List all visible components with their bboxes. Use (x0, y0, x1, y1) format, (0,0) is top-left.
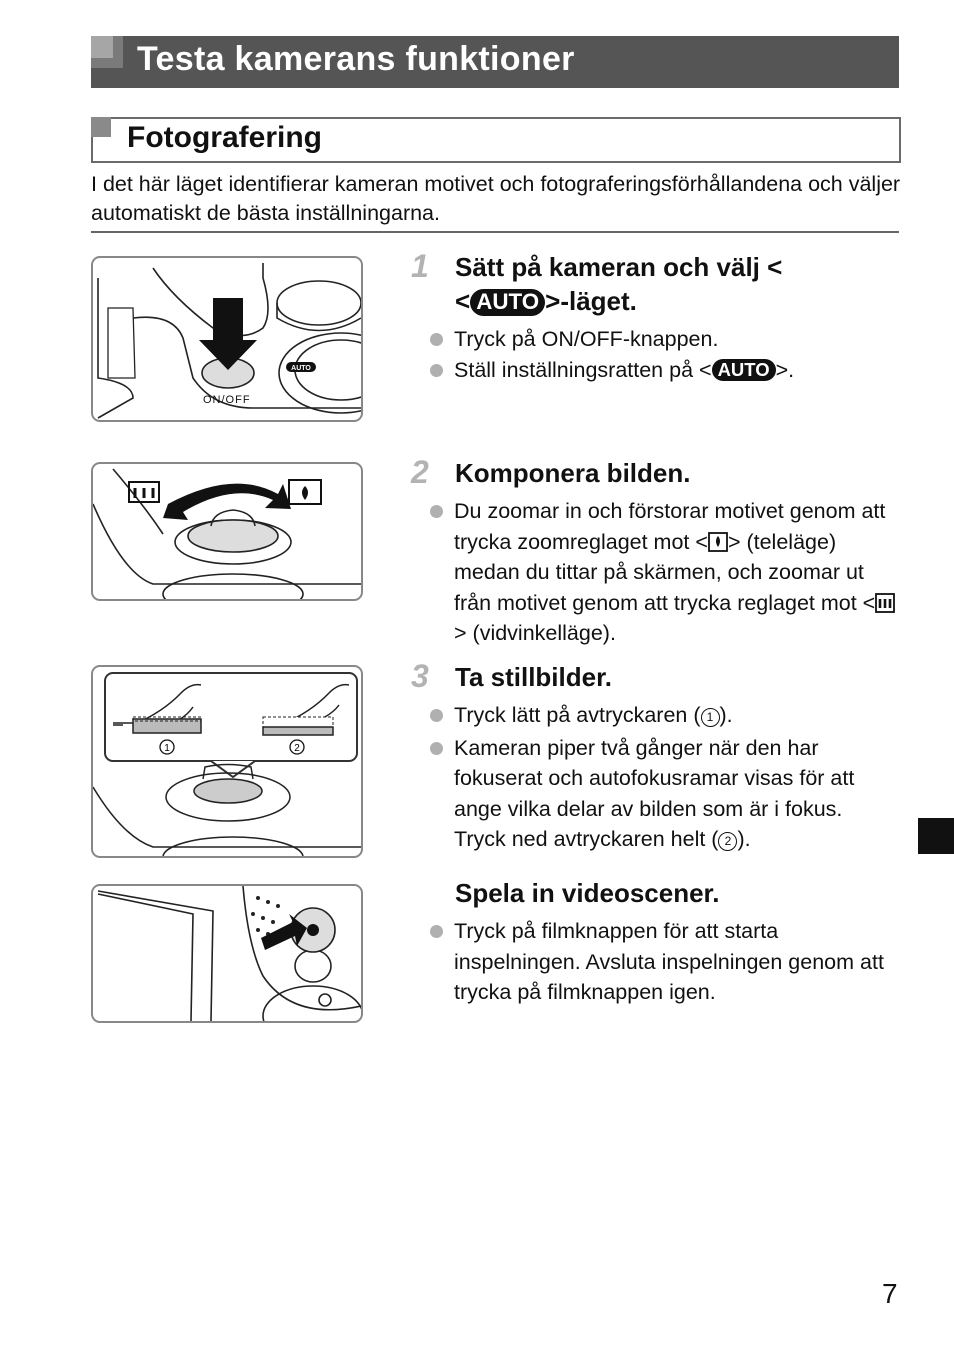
circled-one: 1 (701, 708, 720, 727)
section-title: Fotografering (127, 121, 322, 154)
step-3-bullet-1-post: ). (719, 703, 733, 727)
auto-badge: AUTO (712, 359, 776, 381)
marker-one: 1 (164, 743, 170, 754)
divider (91, 231, 899, 233)
auto-badge: AUTO (470, 289, 545, 316)
step-3-bullet-1-pre: Tryck lätt på avtryckaren ( (454, 703, 701, 727)
movie-button-illustration (91, 884, 363, 1023)
movie-step-bullet: Tryck på filmknappen för att starta inspelningen. Avsluta inspelningen genom att trycka på filmknappen igen. (428, 916, 898, 1008)
step-1-bullets (428, 324, 898, 385)
step-1-bullet-2-post: >. (775, 357, 795, 382)
thumb-index-tab (918, 818, 954, 854)
step-1-title-pre: Sätt på kameran och välj < (455, 252, 783, 282)
movie-step-bullets (428, 916, 898, 1008)
step-3-bullet-2-post: ). (737, 827, 751, 851)
step-3-bullet-1 (428, 700, 898, 731)
marker-two: 2 (294, 743, 300, 754)
step-2-bullet-post: > (vidvinkelläge). (454, 621, 616, 645)
movie-step-title: Spela in videoscener. (455, 878, 720, 908)
step-3-title: Ta stillbilder. (455, 662, 613, 692)
step-3-bullets (428, 700, 898, 855)
power-button-illustration (91, 256, 363, 422)
step-1-bullet-1: Tryck på ON/OFF-knappen. (428, 324, 898, 355)
step-2-title: Komponera bilden. (455, 458, 691, 488)
step-1-bullet-2 (428, 355, 898, 386)
step-1-bullet-2-pre: Ställ inställningsratten på < (454, 357, 712, 382)
page-title: Testa kamerans funktioner (137, 40, 575, 78)
section-square (91, 117, 111, 137)
step-2-bullets (428, 496, 898, 649)
wide-angle-icon (875, 593, 895, 613)
step-2-bullet-mid: > (teleläge) medan du tittar på skärmen, och zoomar ut från motivet genom att trycka reglaget mot < (454, 529, 876, 615)
zoom-lever-illustration (91, 462, 363, 601)
circled-two: 2 (718, 832, 737, 851)
step-2-bullet-1 (428, 496, 898, 649)
title-square-light (91, 36, 113, 58)
step-number-1: 1 (411, 248, 429, 284)
page-number: 7 (882, 1278, 898, 1309)
step-1-title: Sätt på kameran och välj < < AUTO >-läget. (455, 252, 783, 316)
intro-text: I det här läget identifierar kameran motivet och fotograferingsförhållandena och väljer automatiskt de bästa inställningarna. (91, 172, 901, 225)
step-number-2: 2 (411, 454, 429, 490)
step-3-bullet-2 (428, 733, 898, 855)
shutter-button-illustration (91, 665, 363, 858)
onoff-label: ON/OFF (203, 394, 251, 406)
telephoto-icon (708, 532, 728, 552)
step-1-title-post: >-läget. (545, 286, 637, 316)
step-2-bullet-pre: Du zoomar in och förstorar motivet genom att trycka zoomreglaget mot < (454, 499, 886, 554)
auto-mode-label: AUTO (291, 365, 311, 372)
step-number-3: 3 (411, 658, 429, 694)
step-3-bullet-2-pre: Kameran piper två gånger när den har fokuserat och autofokusramar visas för att ange vilka delar av bilden som är i fokus. Tryck ned avtryckaren helt ( (454, 735, 855, 851)
